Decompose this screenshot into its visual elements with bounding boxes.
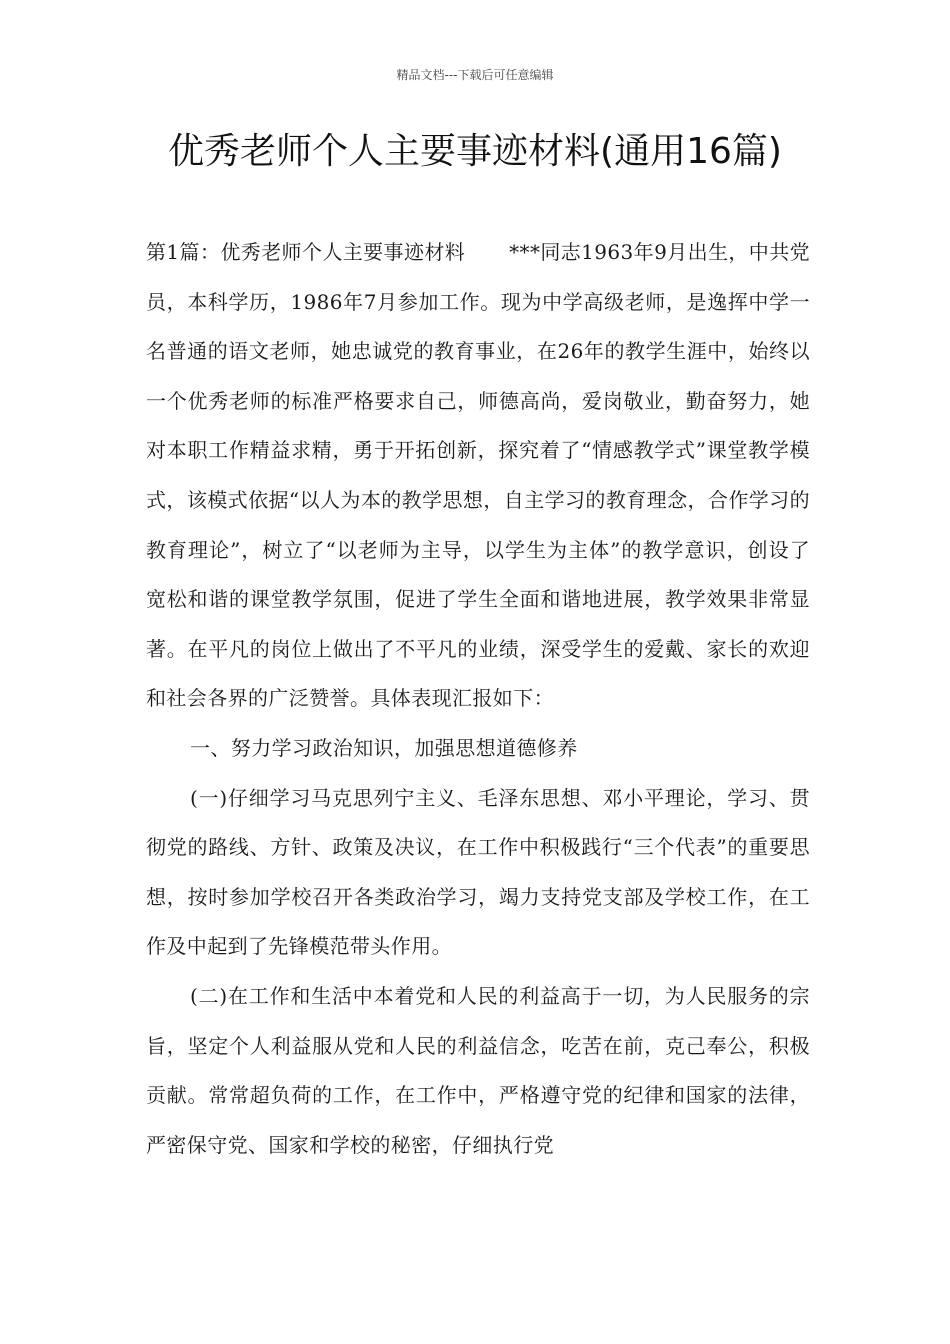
document-body (146, 228, 810, 1170)
intro-paragraph (146, 228, 810, 724)
document-title: 优秀老师个人主要事迹材料(通用16篇) (168, 131, 782, 172)
item-one-paragraph: (一)仔细学习马克思列宁主义、毛泽东思想、邓小平理论，学习、贯彻党的路线、方针、政策及决议，在工作中积极践行“三个代表”的重要思想，按时参加学校召开各类政治学习，竭力支持党支部及学校工作，在工作及中起到了先锋模范带头作用。 (146, 785, 810, 959)
header-note: 精品文档---下载后可任意编辑 (396, 68, 554, 82)
section-heading: 第1篇：优秀老师个人主要事迹材料 (146, 240, 466, 264)
heading-one: 一、努力学习政治知识，加强思想道德修养 (190, 735, 578, 760)
intro-text: ***同志1963年9月出生，中共党员，本科学历，1986年7月参加工作。现为中学高级老师，是逸挥中学一名普通的语文老师，她忠诚党的教育事业，在26年的教学生涯中，始终以一个优秀老师的标准严格要求自己，师德高尚，爱岗敬业，勤奋努力，她对本职工作精益求精，勇于开拓创新，探究着了“情感教学式”课堂教学模式，该模式依据“以人为本的教学思想，自主学习的教育理念，合作学习的教育理论”，树立了“以老师为主导，以学生为主体”的教学意识，创设了宽松和谐的课堂教学氛围，促进了学生全面和谐地进展，教学效果非常显著。在平凡的岗位上做出了不平凡的业绩，深受学生的爱戴、家长的欢迎和社会各界的广泛赞誉。具体表现汇报如下： (146, 240, 810, 711)
item-two-paragraph: (二)在工作和生活中本着党和人民的利益高于一切，为人民服务的宗旨，坚定个人利益服从党和人民的利益信念，吃苦在前，克己奉公，积极贡献。常常超负荷的工作，在工作中，严格遵守党的纪律和国家的法律，严密保守党、国家和学校的秘密，仔细执行党 (146, 983, 810, 1157)
